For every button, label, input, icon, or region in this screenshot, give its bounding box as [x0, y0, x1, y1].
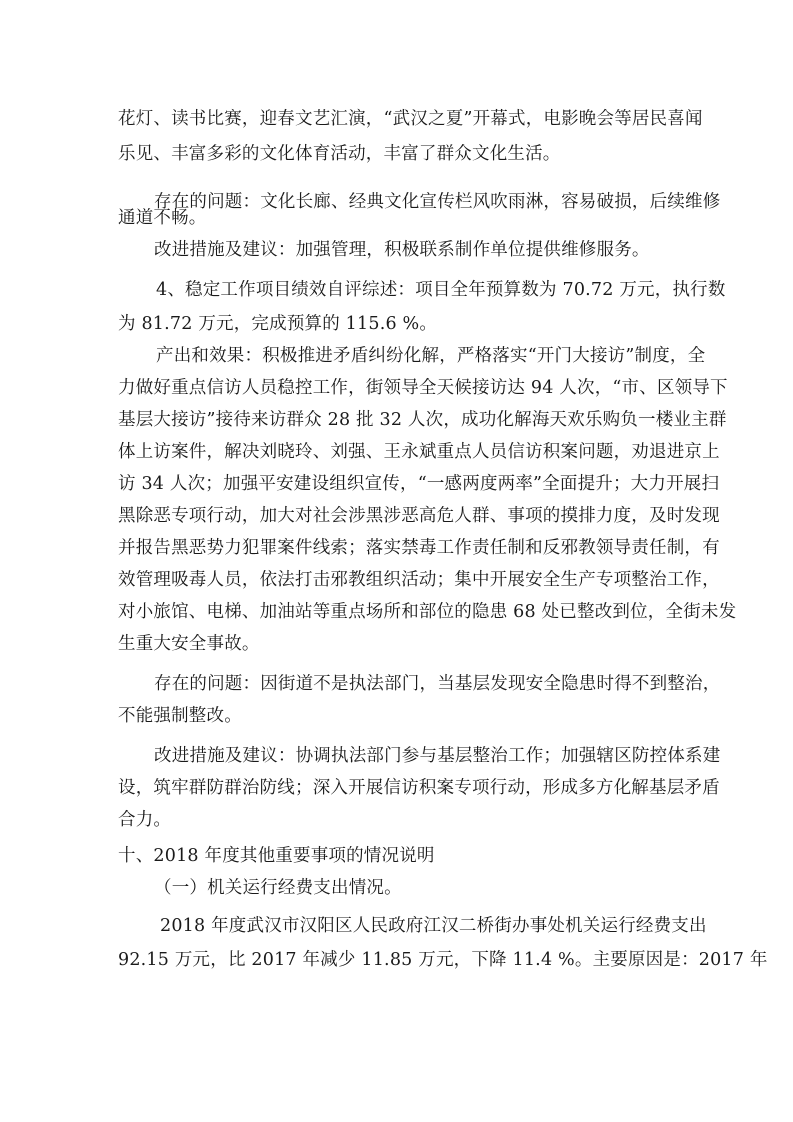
paragraph-line: 访 34 人次；加强平安建设组织宣传，“一感两度两率”全面提升；大力开展扫	[118, 474, 720, 494]
section-heading: 十、2018 年度其他重要事项的情况说明	[118, 846, 435, 866]
paragraph-line: 92.15 万元，比 2017 年减少 11.85 万元，下降 11.4 %。主要原因是：2017 年	[118, 950, 768, 970]
paragraph-line: 产出和效果：积极推进矛盾纠纷化解，严格落实“开门大接访”制度，全	[156, 346, 706, 366]
paragraph-line: 生重大安全事故。	[118, 634, 260, 654]
paragraph-line: 体上访案件，解决刘晓玲、刘强、王永斌重点人员信访积案问题，劝退进京上	[118, 442, 720, 462]
paragraph-line: 通道不畅。	[118, 208, 207, 228]
paragraph-line: 并报告黑恶势力犯罪案件线索；落实禁毒工作责任制和反邪教领导责任制，有	[118, 538, 720, 558]
paragraph-line: 2018 年度武汉市汉阳区人民政府江汉二桥街办事处机关运行经费支出	[160, 916, 707, 936]
paragraph-line: 为 81.72 万元，完成预算的 115.6 %。	[118, 314, 438, 334]
paragraph-line: 4、稳定工作项目绩效自评综述：项目全年预算数为 70.72 万元，执行数	[156, 280, 726, 300]
paragraph-line: 对小旅馆、电梯、加油站等重点场所和部位的隐患 68 处已整改到位，全街未发	[118, 602, 737, 622]
paragraph-line: 改进措施及建议：加强管理，积极联系制作单位提供维修服务。	[154, 240, 650, 260]
paragraph-line: 不能强制整改。	[118, 706, 242, 726]
paragraph-line: 存在的问题：因街道不是执法部门，当基层发现安全隐患时得不到整治，	[154, 674, 721, 694]
paragraph-line: 花灯、读书比赛，迎春文艺汇演，“武汉之夏”开幕式，电影晚会等居民喜闻	[118, 109, 703, 129]
paragraph-line: 力做好重点信访人员稳控工作，街领导全天候接访达 94 人次，“市、区领导下	[118, 378, 728, 398]
paragraph-line: 设，筑牢群防群治防线；深入开展信访积案专项行动，形成多方化解基层矛盾	[118, 778, 720, 798]
paragraph-line: 改进措施及建议：协调执法部门参与基层整治工作；加强辖区防控体系建	[154, 746, 721, 766]
paragraph-line: 基层大接访”接待来访群众 28 批 32 人次，成功化解海天欢乐购负一楼业主群	[118, 410, 727, 430]
paragraph-line: 乐见、丰富多彩的文化体育活动，丰富了群众文化生活。	[118, 144, 561, 164]
subsection-heading: （一）机关运行经费支出情况。	[154, 878, 402, 898]
paragraph-line: 合力。	[118, 810, 172, 830]
paragraph-line: 黑除恶专项行动，加大对社会涉黑涉恶高危人群、事项的摸排力度，及时发现	[118, 506, 720, 526]
paragraph-line: 效管理吸毒人员，依法打击邪教组织活动；集中开展安全生产专项整治工作，	[118, 570, 720, 590]
paragraph-line: 存在的问题：文化长廊、经典文化宣传栏风吹雨淋，容易破损，后续维修	[154, 192, 721, 212]
